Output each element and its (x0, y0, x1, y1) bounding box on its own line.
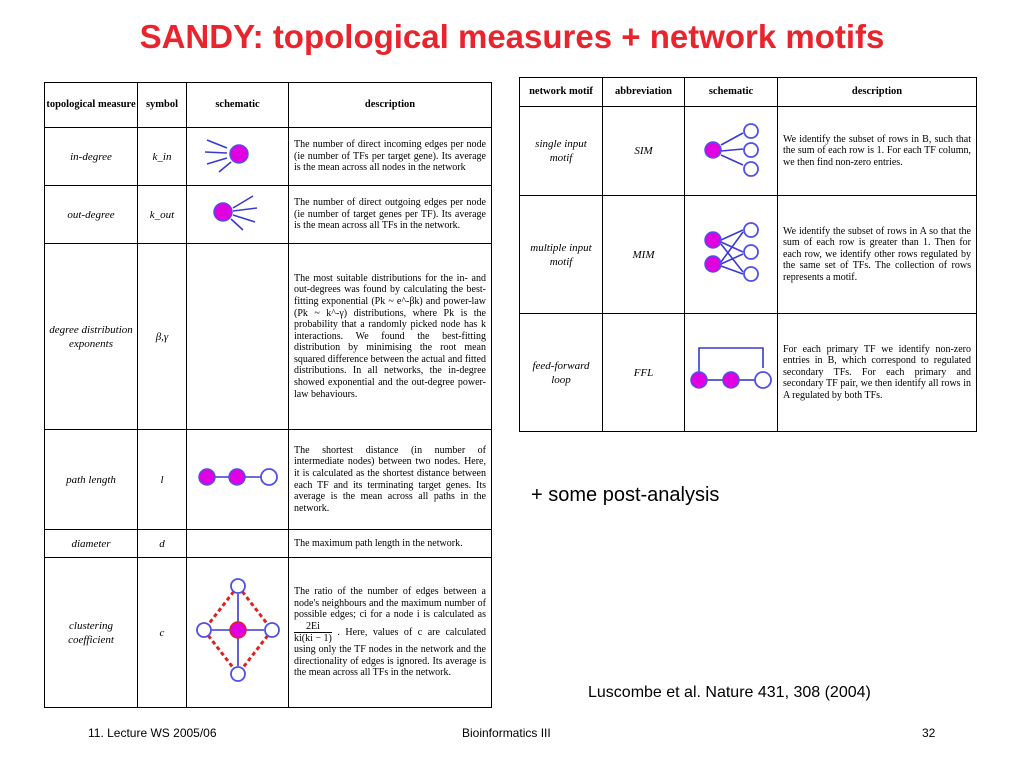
measure-symbol: c (138, 558, 187, 708)
clustering-diagram (190, 570, 286, 690)
table-row (45, 244, 492, 430)
motif-name: single input motif (520, 107, 603, 196)
clustering-desc-part2: . Here, values of c are calculated using only the TF nodes in the network and the directionality of edges is ignored. Its average is the mean across all TFs in the network. (294, 626, 487, 679)
measure-symbol: l (138, 430, 187, 530)
measure-description: The shortest distance (in number of intermediate nodes) between two nodes. Here, it is calculated as the shortest distance between each TF and its terminating target genes. Its average is the mean across all paths in the network. (289, 430, 492, 530)
measure-name: degree distribution exponents (45, 244, 138, 430)
formula-numerator: 2Ei (294, 621, 332, 633)
motif-name: multiple input motif (520, 196, 603, 314)
out-degree-schematic (187, 186, 289, 244)
footer-course: Bioinformatics III (462, 726, 551, 740)
in-degree-schematic (187, 128, 289, 186)
table-row (45, 186, 492, 244)
table-row (45, 530, 492, 558)
table-row (520, 107, 977, 196)
footer-page-number: 32 (922, 726, 936, 740)
table-header-row (45, 83, 492, 128)
measure-name: path length (45, 430, 138, 530)
motif-name: feed-forward loop (520, 314, 603, 432)
mim-diagram (691, 216, 771, 288)
sim-schematic (685, 107, 778, 196)
clustering-formula (294, 621, 332, 644)
measure-symbol: d (138, 530, 187, 558)
motif-abbreviation: SIM (603, 107, 685, 196)
empty-schematic (187, 244, 289, 430)
mim-schematic (685, 196, 778, 314)
header-measure: topological measure (45, 83, 138, 128)
motif-description: We identify the subset of rows in A so that the sum of each row is greater than 1. Then for each row, we identify other rows regulated by the same set of TFs. The collection of rows represents a motif. (778, 196, 977, 314)
table-row (520, 196, 977, 314)
motif-abbreviation: FFL (603, 314, 685, 432)
topological-measures-table (44, 82, 492, 708)
in-degree-diagram (193, 128, 283, 180)
table-header-row (520, 78, 977, 107)
motif-description: For each primary TF we identify non-zero entries in B, which correspond to regulated secondary TFs. For each primary and secondary TF pair, we then identify all rows in A regulated by both TFs. (778, 314, 977, 432)
ffl-diagram (687, 340, 775, 400)
table-row (45, 128, 492, 186)
header-schematic: schematic (187, 83, 289, 128)
header-symbol: symbol (138, 83, 187, 128)
measure-symbol: k_out (138, 186, 187, 244)
measure-name: in-degree (45, 128, 138, 186)
measure-description: The most suitable distributions for the in- and out-degrees was found by calculating the best-fitting exponential (Pk ~ e^-βk) and power-law (Pk ~ k^-γ) distributions, where Pk is the probability that a randomly picked node has k interactions. We found the best-fitting distribution by minimising the root mean squared difference between the actual and fitted distributions. In all networks, the in-degree showed exponential and the out-degree power-law behaviours. (289, 244, 492, 430)
motif-description: We identify the subset of rows in B, such that the sum of each row is 1. For each TF column, we then find non-zero entries. (778, 107, 977, 196)
measure-symbol: k_in (138, 128, 187, 186)
measure-name: out-degree (45, 186, 138, 244)
header-abbreviation: abbreviation (603, 78, 685, 107)
measure-description: The maximum path length in the network. (289, 530, 492, 558)
slide-title: SANDY: topological measures + network motifs (139, 18, 885, 55)
clustering-desc-part1: The ratio of the number of edges between a node's neighbours and the maximum number of possible edges; ci for a node i is calculated as (294, 586, 486, 621)
table-row (45, 558, 492, 708)
header-description: description (289, 83, 492, 128)
measure-name: clustering coefficient (45, 558, 138, 708)
post-analysis-note: + some post-analysis (531, 484, 720, 506)
clustering-schematic (187, 558, 289, 708)
footer-lecture: 11. Lecture WS 2005/06 (88, 726, 217, 740)
header-schematic: schematic (685, 78, 778, 107)
citation: Luscombe et al. Nature 431, 308 (2004) (588, 684, 871, 701)
header-description: description (778, 78, 977, 107)
motif-abbreviation: MIM (603, 196, 685, 314)
table-row (45, 430, 492, 530)
measure-description: The number of direct outgoing edges per node (ie number of target genes per TF). Its average is the mean across all TFs in the network. (289, 186, 492, 244)
out-degree-diagram (193, 186, 283, 238)
path-length-schematic (187, 430, 289, 530)
sim-diagram (691, 119, 771, 179)
ffl-schematic (685, 314, 778, 432)
measure-description (289, 558, 492, 708)
measure-symbol: β,γ (138, 244, 187, 430)
table-row (520, 314, 977, 432)
measure-description: The number of direct incoming edges per node (ie number of TFs per target gene). Its average is the mean across all nodes in the network (289, 128, 492, 186)
measure-name: diameter (45, 530, 138, 558)
header-motif: network motif (520, 78, 603, 107)
path-length-diagram (193, 462, 283, 492)
network-motifs-table (519, 77, 977, 432)
formula-denominator: ki(ki − 1) (294, 633, 332, 644)
empty-schematic (187, 530, 289, 558)
